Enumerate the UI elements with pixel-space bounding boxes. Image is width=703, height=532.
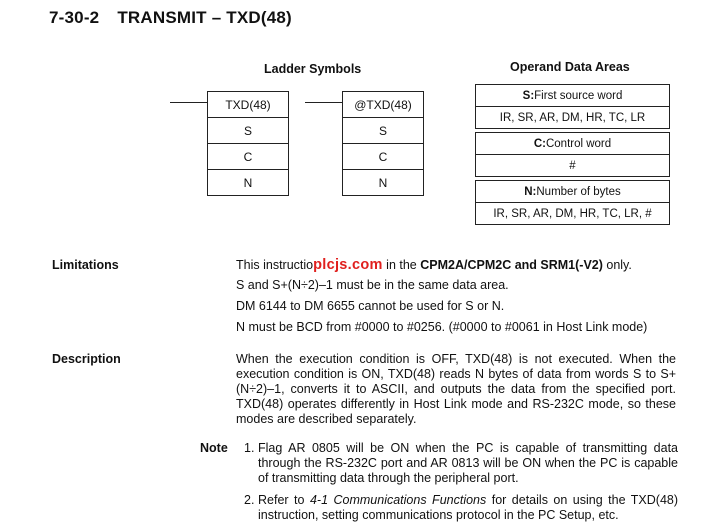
section-number: 7-30-2 (49, 8, 100, 27)
ladder-symbol-txd (207, 91, 289, 196)
section-title: TRANSMIT – TXD(48) (117, 8, 292, 27)
section-heading (49, 8, 292, 28)
operand-box-header: N: Number of bytes (524, 185, 621, 198)
limitations-text (236, 257, 686, 341)
description-label: Description (52, 352, 121, 366)
limitations-label: Limitations (52, 258, 119, 272)
operand-box-value: IR, SR, AR, DM, HR, TC, LR (476, 106, 669, 128)
note-reference: 4-1 Communications Functions (309, 493, 487, 507)
operand-c: C (208, 144, 288, 170)
operand-box-header: S: First source word (522, 89, 623, 102)
operand-box-header: C: Control word (533, 137, 612, 150)
operand-n: N (378, 175, 388, 190)
operand-data-areas-title: Operand Data Areas (510, 60, 630, 74)
ladder-symbol-at-txd (342, 91, 424, 196)
ladder-symbols-title: Ladder Symbols (264, 62, 362, 76)
description-text: When the execution condition is OFF, TXD(48) is not executed. When the execution condition is ON, TXD(48) reads N bytes of data from words S to S+(N÷2)–1, converts it to ASCII, and outputs the data from the specified port. TXD(48) operates differently in Host Link mode and RS-232C mode, so these modes are described separately. (236, 352, 676, 426)
ladder-rung-line-1 (170, 102, 208, 103)
operand-box-n (475, 180, 670, 225)
note-item-2: 2. Refer to 4-1 Communications Functions for details on using the TXD(48) instruction, setting communications protocol in the PC Setup, etc. (244, 493, 679, 522)
operand-box-s (475, 84, 670, 129)
operand-s: S (208, 118, 288, 144)
limitations-line-1: This instructioplcjs.com in the CPM2A/CPM2C and SRM1(-V2) only. (236, 257, 632, 273)
ladder-rung-line-2 (305, 102, 343, 103)
note-item-1: 1. Flag AR 0805 will be ON when the PC is capable of transmitting data through the RS-232C port and AR 0813 will be ON when the PC is capable of transmitting data through the peripheral port. (244, 441, 678, 485)
operand-s: S (343, 118, 423, 144)
ladder-symbol-name: @TXD(48) (343, 92, 423, 118)
limitations-line-3: DM 6144 to DM 6655 cannot be used for S or N. (236, 299, 505, 313)
limitations-line-4: N must be BCD from #0000 to #0256. (#0000 to #0061 in Host Link mode) (236, 320, 648, 334)
operand-box-c (475, 132, 670, 177)
note-label: Note (200, 441, 228, 455)
note-list (244, 441, 678, 523)
ladder-symbol-name: TXD(48) (208, 92, 288, 118)
operand-n: N (243, 175, 253, 190)
operand-box-value: IR, SR, AR, DM, HR, TC, LR, # (476, 202, 669, 224)
operand-box-value: # (476, 154, 669, 176)
watermark: plcjs.com (313, 257, 383, 273)
operand-c: C (343, 144, 423, 170)
limitations-line-2: S and S+(N÷2)–1 must be in the same data area. (236, 278, 509, 292)
